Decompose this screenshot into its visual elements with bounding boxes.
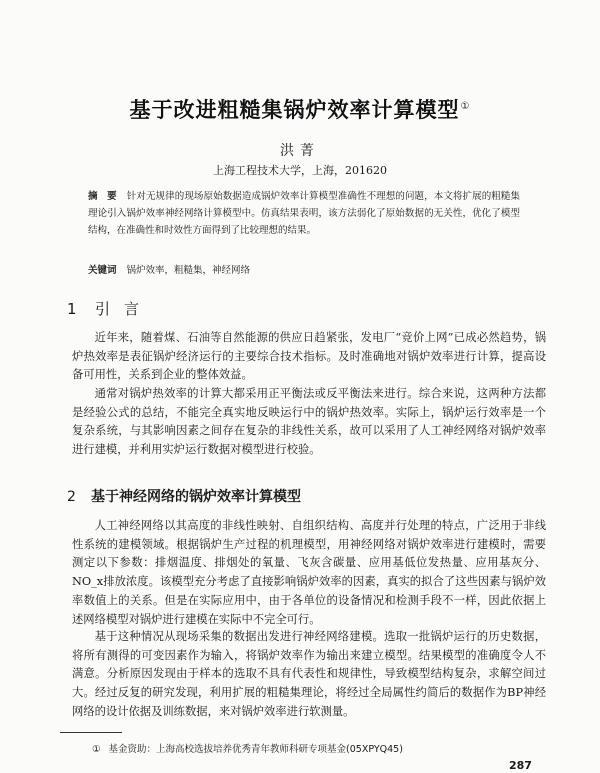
section-2-paragraph-1: 人工神经网络以其高度的非线性映射、自组织结构、高度并行处理的特点，广泛用于非线性系统的建模领域。根据锅炉生产过程的机理模型，用神经网络对锅炉效率进行建模时，需要测定以下参数：排烟温度、排烟处的氧量、飞灰含碳量、应用基低位发热量、应用基灰分、NO_x排放浓度。该模型充分考虑了直接影响锅炉效率的因素，真实的拟合了这些因素与锅炉效率数值上的关系。但是在实际应用中，由于各单位的设备情况和检测手段不一样，因此依据上述网络模型对锅炉进行建模在实际中不完全可行。 xyxy=(72,519,546,626)
footnote xyxy=(92,741,403,755)
section-1-paragraph-1: 近年来，随着煤、石油等自然能源的供应日趋紧张，发电厂“竞价上网”已成必然趋势，锅炉热效率是表征锅炉经济运行的主要综合技术指标。及时准确地对锅炉效率进行计算，提高设备可用性，关系到企业的整体效益。 xyxy=(72,331,546,382)
section-1-number: 1 xyxy=(67,300,77,318)
keywords xyxy=(88,262,520,276)
footnote-text: 基金资助：上海高校选拔培养优秀青年教师科研专项基金(05XPYQ45) xyxy=(108,744,403,755)
page-number: 287 xyxy=(509,759,532,772)
title-footnote-marker: ① xyxy=(460,101,471,112)
author-affiliation: 上海工程技术大学，上海，201620 xyxy=(213,164,387,177)
paper-title xyxy=(0,94,600,124)
section-2-title: 基于神经网络的锅炉效率计算模型 xyxy=(91,489,301,505)
keywords-label: 关键词 xyxy=(88,265,117,276)
abstract xyxy=(88,188,520,239)
footnote-rule xyxy=(60,732,122,733)
abstract-label: 摘 要 xyxy=(88,191,117,202)
keywords-text: 锅炉效率，粗糙集，神经网络 xyxy=(126,265,251,276)
abstract-text: 针对无规律的现场原始数据造成锅炉效率计算模型准确性不理想的问题，本文将扩展的粗糙集理论引入锅炉效率神经网络计算模型中。仿真结果表明，该方法弱化了原始数据的无关性，优化了模型结构，在准确性和时效性方面得到了比较理想的结果。 xyxy=(88,191,520,236)
section-2-paragraph-2: 基于这种情况从现场采集的数据出发进行神经网络建模。选取一批锅炉运行的历史数据，将所有测得的可变因素作为输入，将锅炉效率作为输出来建立模型。结果模型的准确度令人不满意。分析原因发现由于样本的选取不具有代表性和规律性，导致模型结构复杂，求解空间过大。经过反复的研究发现，利用扩展的粗糙集理论，将经过全局属性约简后的数据作为BP神经网络的设计依据及训练数据，来对锅炉效率进行软测量。 xyxy=(72,630,546,718)
section-1-paragraph-2: 通常对锅炉热效率的计算大都采用正平衡法或反平衡法来进行。综合来说，这两种方法都是经验公式的总结，不能完全真实地反映运行中的锅炉热效率。实际上，锅炉运行效率是一个复杂系统，与其影响因素之间存在复杂的非线性关系，故可以采用了人工神经网络对锅炉效率进行建模，并利用实炉运行数据对模型进行校验。 xyxy=(72,387,546,457)
author-name: 洪菁 xyxy=(280,143,320,159)
section-1-heading xyxy=(67,298,153,319)
section-1-title: 引言 xyxy=(95,300,154,318)
section-2-number: 2 xyxy=(67,489,76,505)
title-text: 基于改进粗糙集锅炉效率计算模型 xyxy=(129,98,460,122)
footnote-marker: ① xyxy=(92,744,101,755)
section-2-heading xyxy=(67,486,301,506)
